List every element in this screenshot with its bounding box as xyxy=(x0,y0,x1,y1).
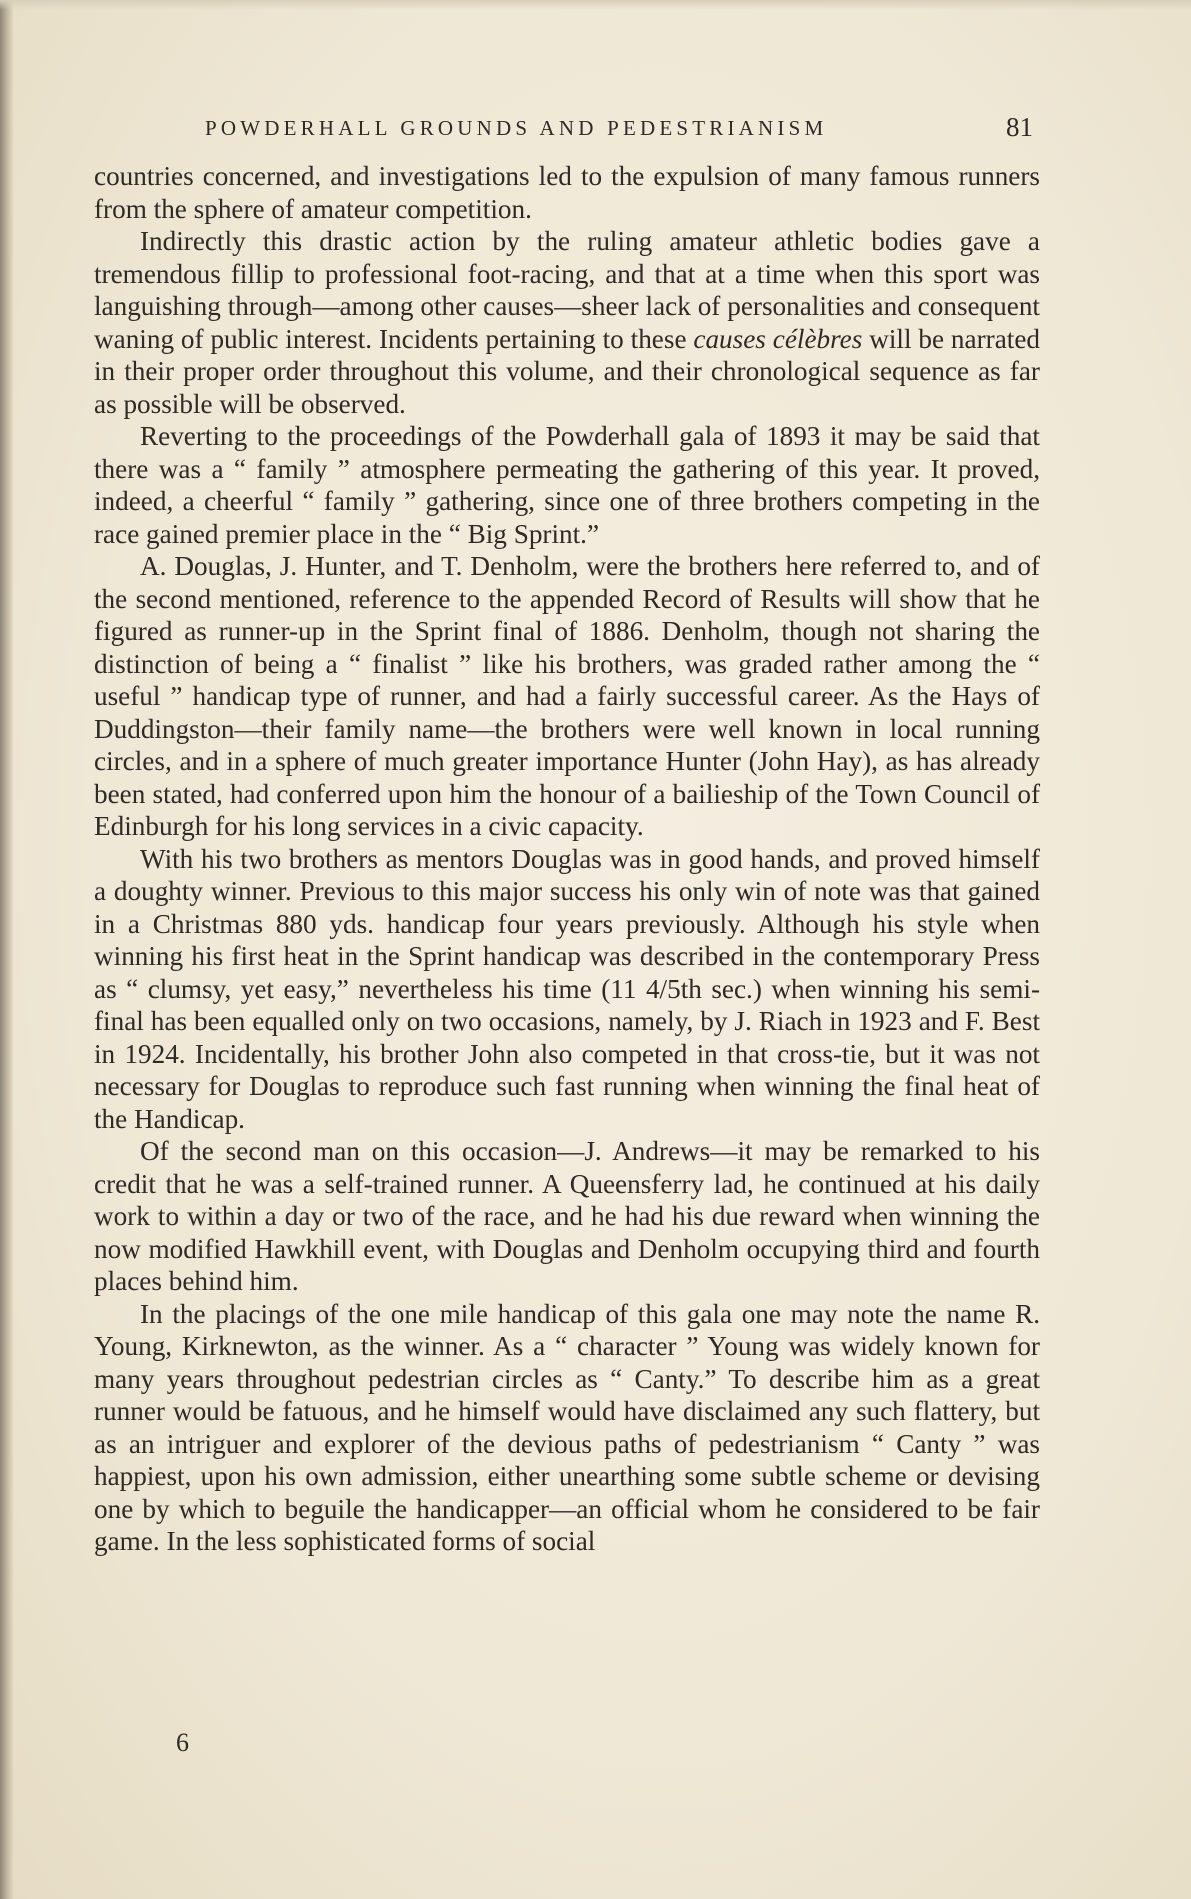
text-run: will be narrated in their proper order throughout this volume, and their chronological sequence as far as possible will be observed. xyxy=(94,323,1040,419)
page-binding-shadow xyxy=(0,0,14,1899)
page-top-edge xyxy=(0,0,1191,10)
paragraph xyxy=(94,1135,1040,1298)
italic-phrase: causes célèbres xyxy=(693,323,863,354)
text-run: Reverting to the proceedings of the Powderhall gala of 1893 it may be said that there was a “ family ” atmosphere permeating the gathering of this year. It proved, indeed, a cheerful “ family ” gathering, since one of three brothers competing in the race gained premier place in the “ Big Sprint.” xyxy=(94,421,1040,549)
paragraph xyxy=(94,225,1040,420)
signature-mark: 6 xyxy=(176,1728,189,1757)
paragraph xyxy=(94,1298,1040,1558)
page-header xyxy=(175,112,1033,148)
paragraph xyxy=(94,420,1040,550)
page-number: 81 xyxy=(1006,112,1033,142)
text-run: With his two brothers as mentors Douglas was in good hands, and proved himself a doughty winner. Previous to this major success his only win of note was that gained in a Christmas 880 yds. handicap four years previously. Although his style when winning his first heat in the Sprint handicap was described in the contemporary Press as “ clumsy, yet easy,” nevertheless his time (11 4/5th sec.) when winning his semi-final has been equalled only on two occasions, namely, by J. Riach in 1923 and F. Best in 1924. Incidentally, his brother John also competed in that cross-tie, but it was not necessary for Douglas to reproduce such fast running when winning the final heat of the Handicap. xyxy=(94,843,1040,1134)
running-head: POWDERHALL GROUNDS AND PEDESTRIANISM xyxy=(205,116,828,140)
paragraph xyxy=(94,843,1040,1136)
text-run: Indirectly this drastic action by the ruling amateur athletic bodies gave a tremendous fillip to professional foot-racing, and that at a time when this sport was languishing through—among other causes—sheer lack of personalities and consequent waning of public interest. Incidents pertaining to these xyxy=(94,226,1040,354)
text-run: countries concerned, and investigations led to the expulsion of many famous runners from the sphere of amateur competition. xyxy=(94,161,1040,224)
text-run: In the placings of the one mile handicap of this gala one may note the name R. Young, Kirknewton, as the winner. As a “ character ” Young was widely known for many years throughout pedestrian circles as “ Canty.” To describe him as a great runner would be fatuous, and he himself would have disclaimed any such flattery, but as an intriguer and explorer of the devious paths of pedestrianism “ Canty ” was happiest, upon his own admission, either unearthing some subtle scheme or devising one by which to beguile the handicapper—an official whom he considered to be fair game. In the less sophisticated forms of social xyxy=(94,1298,1040,1556)
paragraph xyxy=(94,550,1040,843)
text-run: A. Douglas, J. Hunter, and T. Denholm, were the brothers here referred to, and of the second mentioned, reference to the appended Record of Results will show that he figured as runner-up in the Sprint final of 1886. Denholm, though not sharing the distinction of being a “ finalist ” like his brothers, was graded rather among the “ useful ” handicap type of runner, and had a fairly successful career. As the Hays of Duddingston—their family name—the brothers were well known in local running circles, and in a sphere of much greater importance Hunter (John Hay), as has already been stated, had conferred upon him the honour of a bailieship of the Town Council of Edinburgh for his long services in a civic capacity. xyxy=(94,551,1040,841)
paragraph xyxy=(94,160,1040,225)
text-run: Of the second man on this occasion—J. Andrews—it may be remarked to his credit that he was a self-trained runner. A Queensferry lad, he continued at his daily work to within a day or two of the race, and he had his due reward when winning the now modified Hawkhill event, with Douglas and Denholm occupying third and fourth places behind him. xyxy=(94,1136,1040,1296)
body-text xyxy=(94,160,1040,1558)
